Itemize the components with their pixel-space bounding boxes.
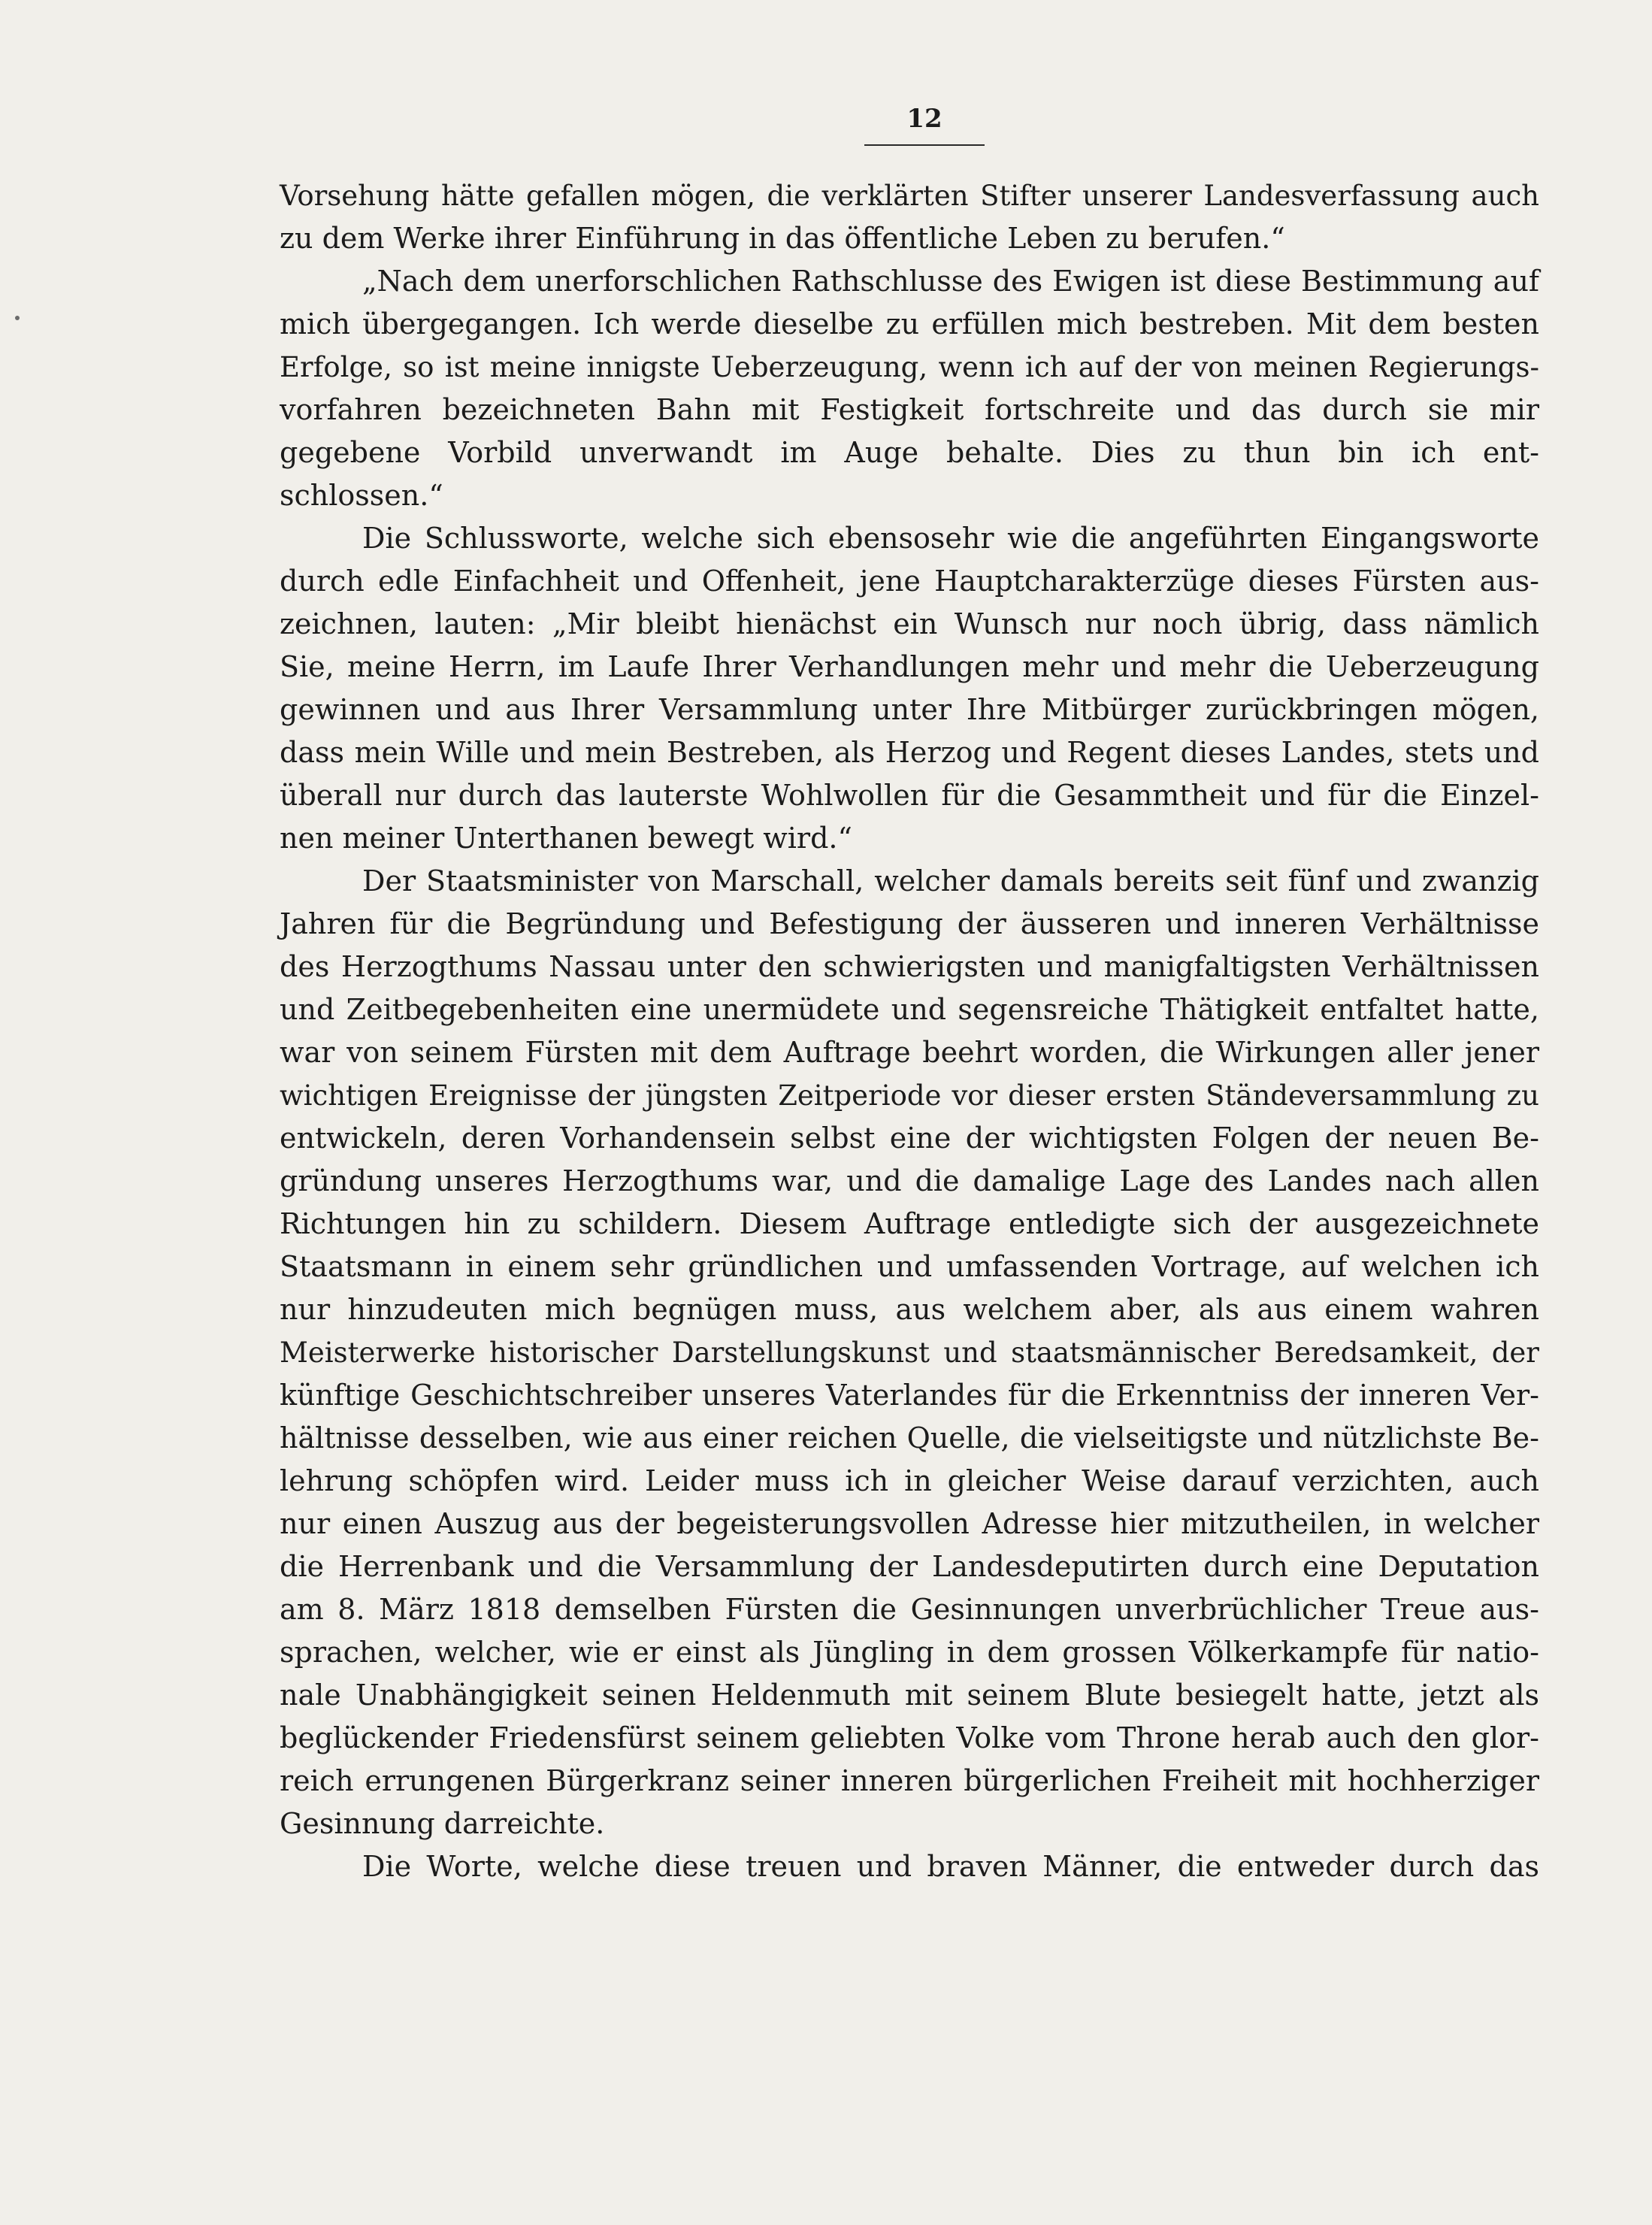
page-number: 12 [906,104,942,134]
text-line: Staatsmann in einem sehr gründlichen und umfassenden Vortrage, auf welchen ich [280,1250,1539,1283]
text-line: zu dem Werke ihrer Einführung in das öffentliche Leben zu berufen.“ [280,222,1285,255]
text-line: dass mein Wille und mein Bestreben, als Herzog und Regent dieses Landes, stets und [280,736,1539,769]
text-line: gewinnen und aus Ihrer Versammlung unter Ihre Mitbürger zurückbringen mögen, [280,693,1539,726]
text-line: sprachen, welcher, wie er einst als Jüngling in dem grossen Völkerkampfe für natio- [280,1636,1539,1669]
text-line: wichtigen Ereignisse der jüngsten Zeitperiode vor dieser ersten Ständeversammlung zu [280,1079,1539,1112]
text-line: am 8. März 1818 demselben Fürsten die Gesinnungen unverbrüchlicher Treue aus- [280,1593,1539,1626]
text-line: Der Staatsminister von Marschall, welcher damals bereits seit fünf und zwanzig [362,864,1539,898]
margin-speck [15,316,20,320]
text-line: hältnisse desselben, wie aus einer reichen Quelle, die vielseitigste und nützlichste Be- [280,1421,1539,1455]
text-line: Jahren für die Begründung und Befestigung der äusseren und inneren Verhältnisse [280,907,1539,940]
text-line: reich errungenen Bürgerkranz seiner inneren bürgerlichen Freiheit mit hochherziger [280,1764,1539,1797]
text-line: Die Schlussworte, welche sich ebensosehr wie die angeführten Eingangsworte [362,522,1539,555]
text-line: zeichnen, lauten: „Mir bleibt hienächst ein Wunsch nur noch übrig, dass nämlich [280,607,1539,640]
text-line: lehrung schöpfen wird. Leider muss ich in gleicher Weise darauf verzichten, auch [280,1464,1539,1497]
text-line: entwickeln, deren Vorhandensein selbst eine der wichtigsten Folgen der neuen Be- [280,1122,1539,1155]
text-line: gründung unseres Herzogthums war, und die damalige Lage des Landes nach allen [280,1164,1539,1197]
text-line: nur hinzudeuten mich begnügen muss, aus welchem aber, als aus einem wahren [280,1293,1539,1326]
text-line: Sie, meine Herrn, im Laufe Ihrer Verhandlungen mehr und mehr die Ueberzeugung [280,650,1539,683]
text-line: beglückender Friedensfürst seinem geliebten Volke vom Throne herab auch den glor- [280,1721,1539,1754]
text-line: des Herzogthums Nassau unter den schwierigsten und manigfaltigsten Verhältnissen [280,950,1539,983]
text-line: künftige Geschichtschreiber unseres Vaterlandes für die Erkenntniss der inneren Ver- [280,1379,1539,1412]
text-line: durch edle Einfachheit und Offenheit, jene Hauptcharakterzüge dieses Fürsten aus- [280,565,1539,598]
text-line: Die Worte, welche diese treuen und braven Männer, die entweder durch das [362,1850,1539,1883]
text-line: schlossen.“ [280,479,443,512]
text-line: Gesinnung darreichte. [280,1807,605,1840]
text-line: Meisterwerke historischer Darstellungskunst und staatsmännischer Beredsamkeit, der [280,1337,1539,1369]
page-header [864,104,985,146]
text-line: Erfolge, so ist meine innigste Ueberzeugung, wenn ich auf der von meinen Regierungs- [280,351,1539,383]
body-text [280,174,1539,1888]
text-line: nale Unabhängigkeit seinen Heldenmuth mit seinem Blute besiegelt hatte, jetzt als [280,1679,1539,1712]
header-rule [864,144,985,146]
text-line: gegebene Vorbild unverwandt im Auge behalte. Dies zu thun bin ich ent- [280,436,1539,469]
text-line: war von seinem Fürsten mit dem Auftrage beehrt worden, die Wirkungen aller jener [280,1036,1539,1069]
text-line: überall nur durch das lauterste Wohlwollen für die Gesammtheit und für die Einzel- [280,779,1539,812]
text-line: die Herrenbank und die Versammlung der Landesdeputirten durch eine Deputation [280,1550,1539,1583]
text-line: nen meiner Unterthanen bewegt wird.“ [280,822,852,855]
text-line: vorfahren bezeichneten Bahn mit Festigkeit fortschreite und das durch sie mir [280,393,1539,426]
text-line: mich übergegangen. Ich werde dieselbe zu erfüllen mich bestreben. Mit dem besten [280,307,1539,341]
text-line: Richtungen hin zu schildern. Diesem Auftrage entledigte sich der ausgezeichnete [280,1207,1539,1240]
text-line: und Zeitbegebenheiten eine unermüdete und segensreiche Thätigkeit entfaltet hatte, [280,993,1539,1026]
text-line: Vorsehung hätte gefallen mögen, die verklärten Stifter unserer Landesverfassung auch [280,180,1539,212]
text-line: „Nach dem unerforschlichen Rathschlusse des Ewigen ist diese Bestimmung auf [362,265,1539,298]
text-line: nur einen Auszug aus der begeisterungsvollen Adresse hier mitzutheilen, in welcher [280,1507,1539,1540]
